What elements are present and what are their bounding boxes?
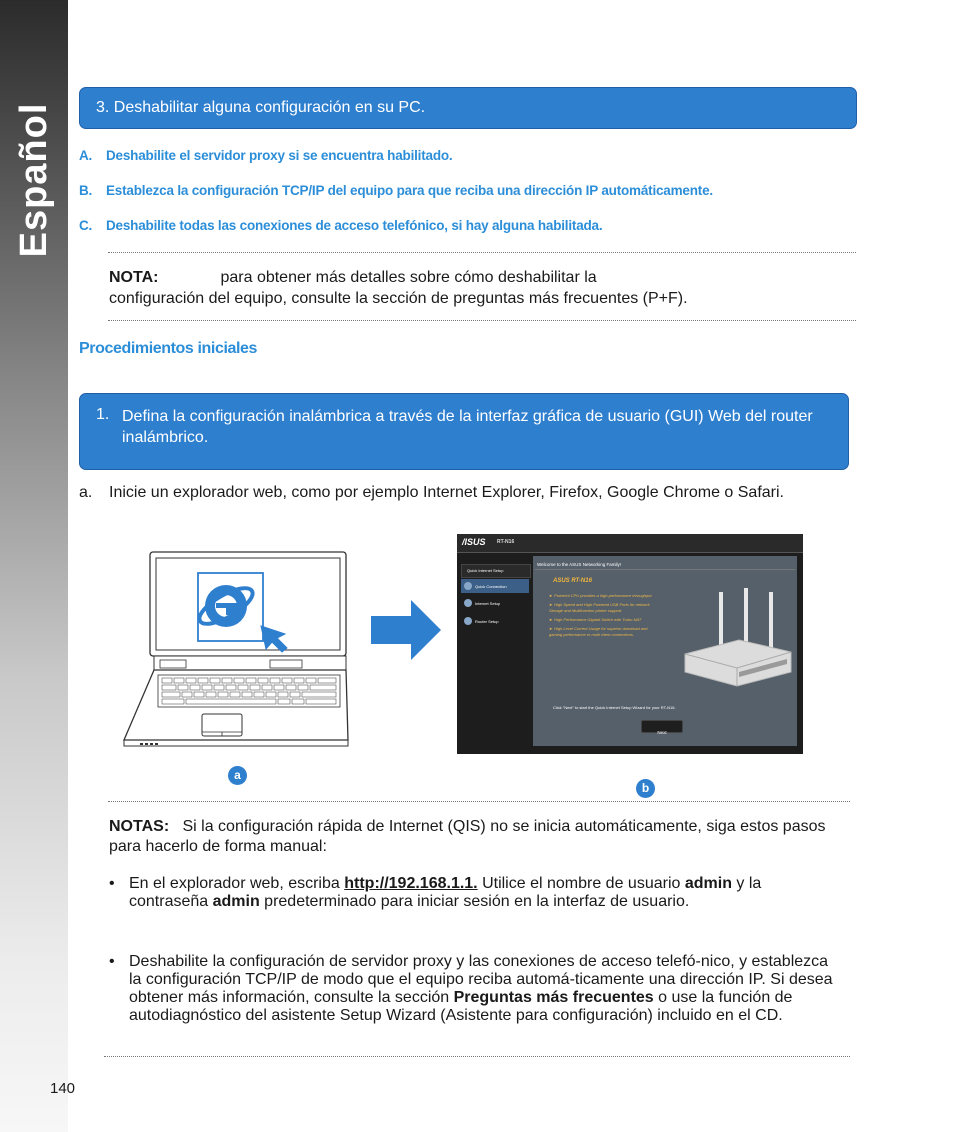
page-number: 140 — [50, 1080, 76, 1097]
ui-feature-list: ► Powerful CPU provides a high-performance throughput. ► High Speed and High Powered USB Ports for network Storage and Multifunction printer support. ► High Performance Gigabit Switch with Turbo NAT ► High Level Current Usage for superior download and gaming performance or multi client connections. — [549, 593, 653, 637]
step-3-label: 3. Deshabilitar alguna configuración en su PC. — [96, 99, 426, 116]
arrow-right-icon — [371, 600, 443, 660]
internet-explorer-icon — [195, 573, 263, 641]
step-3-banner — [79, 87, 857, 129]
ui-nav-internet-setup: Internet Setup — [461, 596, 529, 610]
nav-icon — [464, 617, 472, 625]
dotted-divider — [104, 1056, 850, 1057]
substep-letter: C. — [79, 218, 93, 233]
ui-welcome: Welcome to the ASUS Networking Family! — [537, 562, 621, 567]
router-web-ui-screenshot — [457, 534, 803, 754]
item-letter: a. — [79, 484, 93, 501]
dotted-divider — [108, 801, 850, 802]
dotted-divider — [108, 252, 856, 253]
substep-b — [79, 183, 713, 198]
note-block — [109, 267, 839, 309]
section-heading: Procedimientos iniciales — [79, 340, 258, 357]
asus-logo: /ISUS — [462, 537, 486, 547]
ui-sidebar-header: Quick Internet Setup — [461, 564, 531, 578]
ui-next-button[interactable]: Next — [641, 720, 683, 733]
note-label: NOTA: — [109, 269, 159, 286]
step-1-banner — [79, 393, 849, 470]
item-text: Inicie un explorador web, como por ejemplo Internet Explorer, Firefox, Google Chrome o Safari. — [109, 484, 784, 501]
step-1-text: Defina la configuración inalámbrica a través de la interfaz gráfica de usuario (GUI) Web del router inalámbrico. — [122, 408, 813, 446]
router-photo — [679, 586, 795, 688]
substep-text: Deshabilite el servidor proxy si se encuentra habilitado. — [106, 148, 453, 163]
substep-a — [79, 148, 452, 163]
notes-block — [109, 817, 839, 857]
ui-main-panel — [533, 556, 797, 746]
nav-icon — [464, 599, 472, 607]
figure-label-a: a — [228, 766, 247, 785]
model-tag: RT-N16 — [497, 539, 515, 545]
substep-text: Establezca la configuración TCP/IP del equipo para que reciba una dirección IP automáticamente. — [106, 183, 713, 198]
sidebar-language-tab — [0, 0, 68, 1132]
substep-c — [79, 218, 602, 233]
note-text: para obtener más detalles sobre cómo deshabilitar la — [220, 269, 597, 286]
sidebar-title: Español — [13, 102, 55, 258]
substep-letter: B. — [79, 183, 93, 198]
substep-text: Deshabilite todas las conexiones de acceso telefónico, si hay alguna habilitada. — [106, 218, 603, 233]
figure-label-b: b — [636, 779, 655, 798]
ui-footer-text: Click "Next" to start the Quick Internet Setup Wizard for your RT-N16. — [553, 705, 676, 710]
notes-text: Si la configuración rápida de Internet (QIS) no se inicia automáticamente, siga estos pasos para hacerlo de forma manual: — [109, 818, 826, 855]
username: admin — [684, 875, 732, 892]
note-text-line2: configuración del equipo, consulte la sección de preguntas más frecuentes (P+F). — [109, 290, 688, 307]
laptop-illustration — [120, 548, 352, 752]
dotted-divider — [108, 320, 856, 321]
ui-product-name: ASUS RT-N16 — [553, 578, 592, 584]
password: admin — [212, 893, 260, 910]
ui-nav-quick-connection: Quick Connection — [461, 579, 529, 593]
router-url-link[interactable]: http://192.168.1.1. — [344, 875, 478, 892]
substep-letter: A. — [79, 148, 93, 163]
ui-top-bar — [457, 534, 803, 553]
faq-reference: Preguntas más frecuentes — [453, 989, 654, 1006]
nav-icon — [464, 582, 472, 590]
ui-nav-router-setup: Router Setup — [461, 614, 529, 628]
step-1-number: 1. — [96, 406, 110, 423]
notes-label: NOTAS: — [109, 818, 170, 835]
ui-divider — [535, 569, 795, 570]
